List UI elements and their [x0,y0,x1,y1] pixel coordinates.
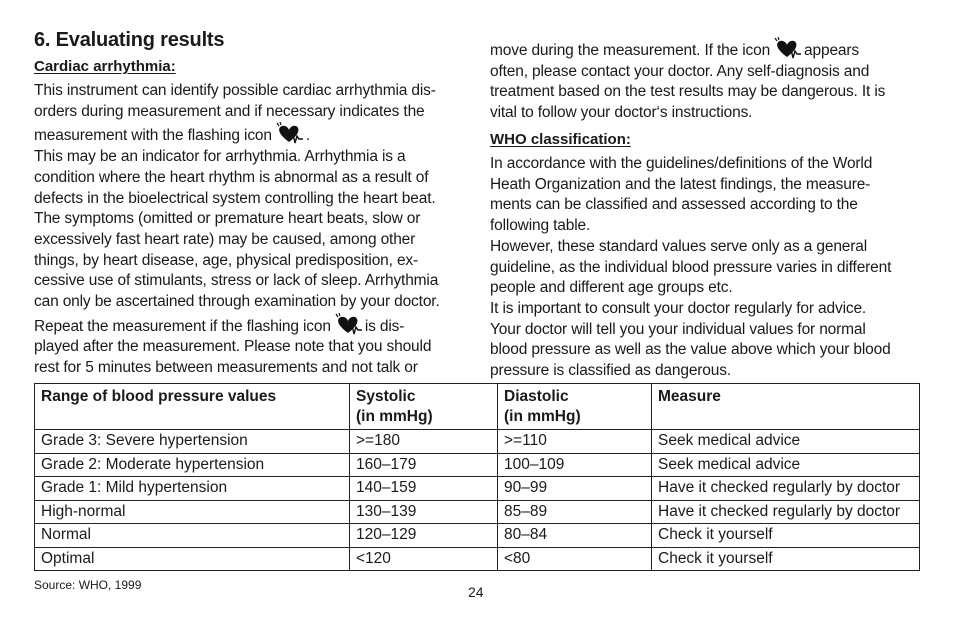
cell-systolic: 160–179 [350,453,498,477]
text-line: guideline, as the individual blood pressure varies in different [490,258,892,276]
page-title: 6. Evaluating results [34,29,225,51]
cell-diastolic: >=110 [498,430,652,454]
text-line: orders during measurement and if necessary indicates the [34,102,425,120]
who-classification-heading: WHO classification: [490,131,631,148]
heart-pulse-icon [274,122,304,146]
text-line: played after the measurement. Please note that you should [34,338,432,356]
cell-range: Optimal [35,547,350,571]
text-line: people and different age groups etc. [490,279,733,297]
cell-measure: Check it yourself [652,524,920,548]
header-range: Range of blood pressure values [35,384,350,430]
cell-systolic: <120 [350,547,498,571]
text-line: The symptoms (omitted or premature heart beats, slow or [34,210,421,228]
text-line: vital to follow your doctor‘s instructions. [490,104,753,122]
blood-pressure-table [34,383,920,571]
table-row [35,500,920,524]
text-line: rest for 5 minutes between measurements and not talk or [34,359,418,377]
cell-diastolic: 100–109 [498,453,652,477]
cell-range: Grade 2: Moderate hypertension [35,453,350,477]
cell-systolic: 120–129 [350,524,498,548]
cell-range: High-normal [35,500,350,524]
text-line [34,122,440,147]
source-note: Source: WHO, 1999 [34,578,142,592]
text-line: pressure is classified as dangerous. [490,362,732,380]
cell-range: Normal [35,524,350,548]
cell-systolic: >=180 [350,430,498,454]
cell-measure: Seek medical advice [652,453,920,477]
text-line [34,313,440,338]
text-fragment: is dis- [364,317,405,335]
cardiac-arrhythmia-heading: Cardiac arrhythmia: [34,58,176,75]
text-line: treatment based on the test results may be dangerous. It is [490,83,886,101]
cell-measure: Check it yourself [652,547,920,571]
text-line: This instrument can identify possible cardiac arrhythmia dis- [34,82,436,99]
text-line: However, these standard values serve only as a general [490,237,868,255]
cell-measure: Have it checked regularly by doctor [652,477,920,501]
who-paragraph [490,154,891,382]
text-line: Heath Organization and the latest findings, the measure- [490,175,871,193]
cell-systolic: 140–159 [350,477,498,501]
cell-systolic: 130–139 [350,500,498,524]
text-fragment: appears [804,42,860,59]
text-line: condition where the heart rhythm is abnormal as a result of [34,168,429,186]
header-diastolic: Diastolic (in mmHg) [498,384,652,430]
text-line: excessively fast heart rate) may be caused, among other [34,230,416,248]
cell-diastolic: 85–89 [498,500,652,524]
header-systolic: Systolic (in mmHg) [350,384,498,430]
text-fragment: measurement with the flashing icon [34,127,272,145]
text-fragment: . [305,127,311,145]
text-line: It is important to consult your doctor regularly for advice. [490,299,867,317]
table-row [35,547,920,571]
cell-diastolic: <80 [498,547,652,571]
text-fragment: Repeat the measurement if the flashing icon [34,317,331,335]
heart-pulse-icon [772,37,802,61]
table-row [35,477,920,501]
cell-measure: Have it checked regularly by doctor [652,500,920,524]
text-line: can only be ascertained through examination by your doctor. [34,293,440,311]
cell-range: Grade 1: Mild hypertension [35,477,350,501]
text-line: cessive use of stimulants, stress or lack of sleep. Arrhythmia [34,272,439,290]
text-line: In accordance with the guidelines/definitions of the World [490,155,873,172]
arrhythmia-paragraph-continued [490,37,885,124]
text-fragment: move during the measurement. If the icon [490,42,771,59]
heart-pulse-icon [333,313,363,337]
cell-measure: Seek medical advice [652,430,920,454]
text-line: ments can be classified and assessed according to the [490,196,858,214]
text-line [490,37,885,62]
text-line: often, please contact your doctor. Any self-diagnosis and [490,62,870,80]
text-line: This may be an indicator for arrhythmia. Arrhythmia is a [34,148,406,166]
arrhythmia-paragraph [34,81,440,379]
cell-range: Grade 3: Severe hypertension [35,430,350,454]
table-row [35,453,920,477]
table-row [35,430,920,454]
header-measure: Measure [652,384,920,430]
table-row [35,524,920,548]
text-line: following table. [490,217,591,235]
cell-diastolic: 90–99 [498,477,652,501]
text-line: blood pressure as well as the value above which your blood [490,341,891,359]
cell-diastolic: 80–84 [498,524,652,548]
page-number: 24 [468,584,484,600]
text-line: things, by heart disease, age, physical predisposition, ex- [34,251,419,269]
text-line: defects in the bioelectrical system controlling the heart beat. [34,189,436,207]
text-line: Your doctor will tell you your individual values for normal [490,320,866,338]
table-header-row [35,384,920,430]
